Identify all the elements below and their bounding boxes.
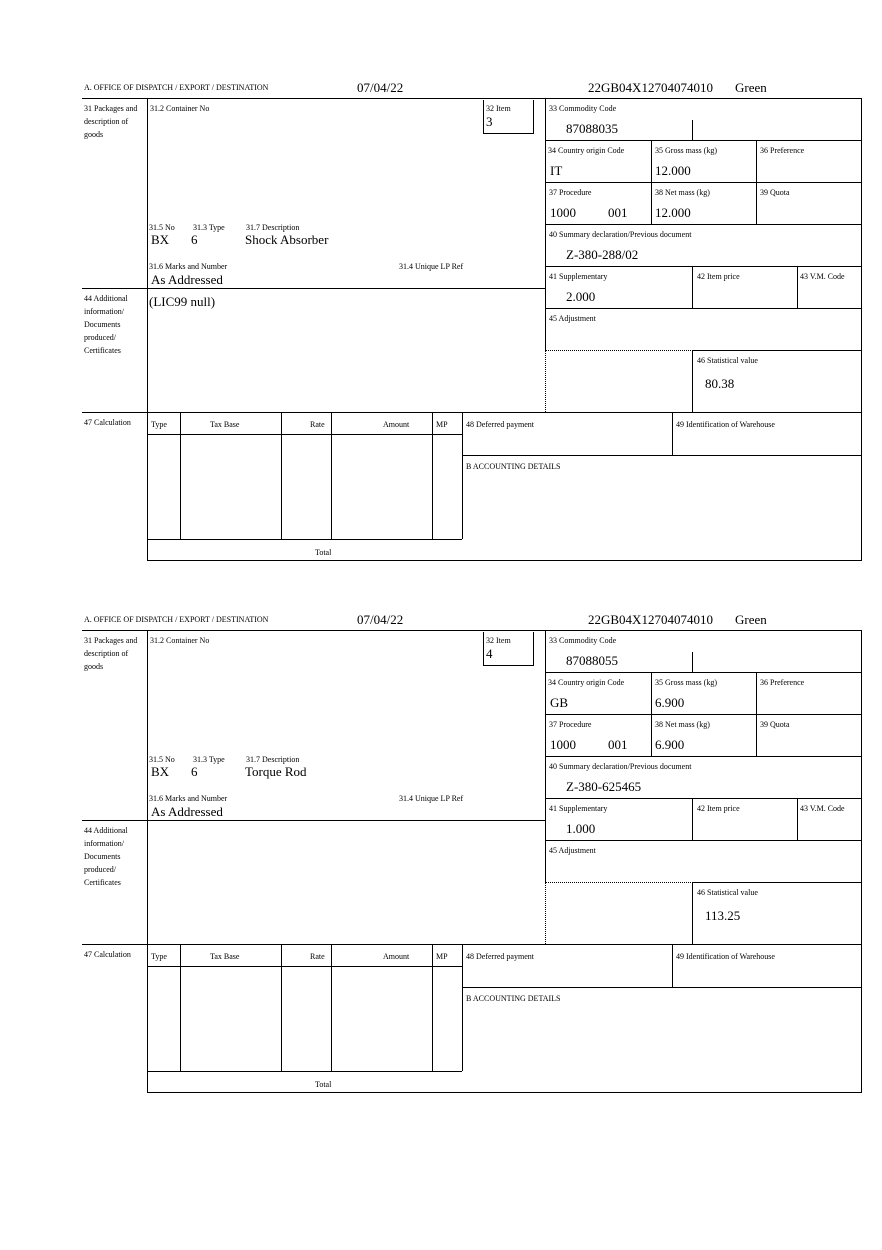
col-line [692,266,693,308]
marks-label: 31.6 Marks and Number [149,262,228,271]
row-line [147,539,462,540]
col-rate: Rate [310,952,325,961]
item-value: 3 [486,114,493,129]
desc-value: Shock Absorber [245,232,329,247]
col-line [797,266,798,308]
country-label: 34 Country origin Code [548,678,625,687]
warehouse-label: 49 Identification of Warehouse [676,420,775,429]
item-price-label: 42 Item price [697,804,740,813]
container-label: 31.2 Container No [150,104,210,113]
packages-label: 31 Packages and description of goods [84,636,138,671]
top-border [82,98,862,99]
commodity-value: 87088035 [566,121,618,136]
unique-label: 31.4 Unique LP Ref [399,794,464,803]
desc-label: 31.7 Description [246,755,300,764]
procedure-label: 37 Procedure [549,720,592,729]
form-date: 07/04/22 [357,80,404,95]
declaration-form-1 [0,78,882,610]
col-line [432,944,433,1071]
col-line [462,944,463,1071]
total-label: Total [315,1080,332,1089]
marks-label: 31.6 Marks and Number [149,794,228,803]
statistical-value: 113.25 [705,908,741,923]
statistical-value-label: 46 Statistical value [697,356,758,365]
warehouse-label: 49 Identification of Warehouse [676,952,775,961]
vm-code-label: 43 V.M. Code [800,272,845,281]
row-line [147,966,462,967]
type-value: 6 [191,764,198,779]
summary-value: Z-380-625465 [566,779,642,794]
right-border [861,630,862,1093]
commodity-value: 87088055 [566,653,618,668]
desc-label: 31.7 Description [246,223,300,232]
country-label: 34 Country origin Code [548,146,625,155]
row-line [545,714,862,715]
gross-label: 35 Gross mass (kg) [655,146,717,155]
supplementary-value: 1.000 [566,821,596,836]
left-border [147,98,148,561]
no-label: 31.5 No [149,755,175,764]
form-reference: 22GB04X12704074010 [588,612,713,627]
procedure-value-2: 001 [608,205,628,220]
adjustment-label: 45 Adjustment [549,846,596,855]
gross-label: 35 Gross mass (kg) [655,678,717,687]
summary-label: 40 Summary declaration/Previous document [549,230,692,239]
unique-label: 31.4 Unique LP Ref [399,262,464,271]
statistical-value-label: 46 Statistical value [697,888,758,897]
summary-label: 40 Summary declaration/Previous document [549,762,692,771]
net-label: 38 Net mass (kg) [655,720,710,729]
row-line [462,987,862,988]
col-line [672,412,673,455]
row-line [147,1071,462,1072]
row-line [462,455,862,456]
gross-value: 12.000 [655,163,691,178]
col-type: Type [151,952,167,961]
col-type: Type [151,420,167,429]
commodity-divider [692,120,693,140]
col-line [281,944,282,1071]
procedure-value-2: 001 [608,737,628,752]
marks-value: As Addressed [151,272,223,287]
preference-label: 36 Preference [760,678,805,687]
net-value: 12.000 [655,205,691,220]
type-label: 31.3 Type [193,223,225,232]
net-value: 6.900 [655,737,685,752]
country-value: IT [550,163,563,178]
office-header: A. OFFICE OF DISPATCH / EXPORT / DESTINATION [84,615,269,624]
calculation-label: 47 Calculation [84,418,131,427]
office-header: A. OFFICE OF DISPATCH / EXPORT / DESTINATION [84,83,269,92]
additional-value: (LIC99 null) [149,294,216,309]
dotted-line [545,882,546,944]
accounting-label: B ACCOUNTING DETAILS [466,994,561,1003]
statistical-value: 80.38 [705,376,735,391]
col-amount: Amount [383,420,410,429]
form-route: Green [735,612,767,627]
top-border [82,630,862,631]
no-value: BX [151,764,170,779]
form-date: 07/04/22 [357,612,404,627]
commodity-label: 33 Commodity Code [549,636,617,645]
type-label: 31.3 Type [193,755,225,764]
row-line [545,308,862,309]
supplementary-label: 41 Supplementary [549,804,608,813]
vm-code-label: 43 V.M. Code [800,804,845,813]
row-line [82,412,862,413]
bottom-border [147,560,862,561]
adjustment-label: 45 Adjustment [549,314,596,323]
col-line [692,798,693,840]
accounting-label: B ACCOUNTING DETAILS [466,462,561,471]
container-label: 31.2 Container No [150,636,210,645]
deferred-label: 48 Deferred payment [466,952,534,961]
row-line [545,840,862,841]
country-value: GB [550,695,569,710]
no-label: 31.5 No [149,223,175,232]
row-line [82,820,545,821]
col-rate: Rate [310,420,325,429]
desc-value: Torque Rod [245,764,307,779]
row-line [545,266,862,267]
dotted-line [545,882,693,883]
deferred-label: 48 Deferred payment [466,420,534,429]
col-line [180,412,181,539]
dotted-line [545,350,546,412]
row-line [82,288,545,289]
row-line [692,350,862,351]
col-tax-base: Tax Base [210,420,240,429]
row-line [545,182,862,183]
item-label: 32 Item [486,636,511,645]
col-line [331,944,332,1071]
row-line [545,756,862,757]
calculation-label: 47 Calculation [84,950,131,959]
supplementary-label: 41 Supplementary [549,272,608,281]
item-price-label: 42 Item price [697,272,740,281]
col-line [462,412,463,539]
row-line [545,798,862,799]
quota-label: 39 Quota [760,720,790,729]
col-line [331,412,332,539]
col-mp: MP [436,952,448,961]
marks-value: As Addressed [151,804,223,819]
additional-label: 44 Additional information/ Documents produced/ Certificates [84,294,128,355]
row-line [147,434,462,435]
procedure-value: 1000 [550,737,576,752]
commodity-label: 33 Commodity Code [549,104,617,113]
col-line [281,412,282,539]
row-line [545,224,862,225]
gross-value: 6.900 [655,695,685,710]
col-line [692,350,693,412]
preference-label: 36 Preference [760,146,805,155]
quota-label: 39 Quota [760,188,790,197]
left-border [147,630,148,1093]
col-line [797,798,798,840]
bottom-border [147,1092,862,1093]
no-value: BX [151,232,170,247]
col-line [692,882,693,944]
col-amount: Amount [383,952,410,961]
row-line [545,672,862,673]
net-label: 38 Net mass (kg) [655,188,710,197]
type-value: 6 [191,232,198,247]
col-tax-base: Tax Base [210,952,240,961]
summary-value: Z-380-288/02 [566,247,639,262]
total-label: Total [315,548,332,557]
commodity-divider [692,652,693,672]
supplementary-value: 2.000 [566,289,596,304]
form-reference: 22GB04X12704074010 [588,80,713,95]
right-border [861,98,862,561]
packages-label: 31 Packages and description of goods [84,104,138,139]
declaration-form-2 [0,610,882,1142]
row-line [692,882,862,883]
procedure-label: 37 Procedure [549,188,592,197]
col-line [432,412,433,539]
additional-label: 44 Additional information/ Documents produced/ Certificates [84,826,128,887]
item-value: 4 [486,646,493,661]
form-route: Green [735,80,767,95]
dotted-line [545,350,693,351]
col-line [672,944,673,987]
col-line [180,944,181,1071]
procedure-value: 1000 [550,205,576,220]
row-line [545,140,862,141]
row-line [82,944,862,945]
col-mp: MP [436,420,448,429]
item-label: 32 Item [486,104,511,113]
